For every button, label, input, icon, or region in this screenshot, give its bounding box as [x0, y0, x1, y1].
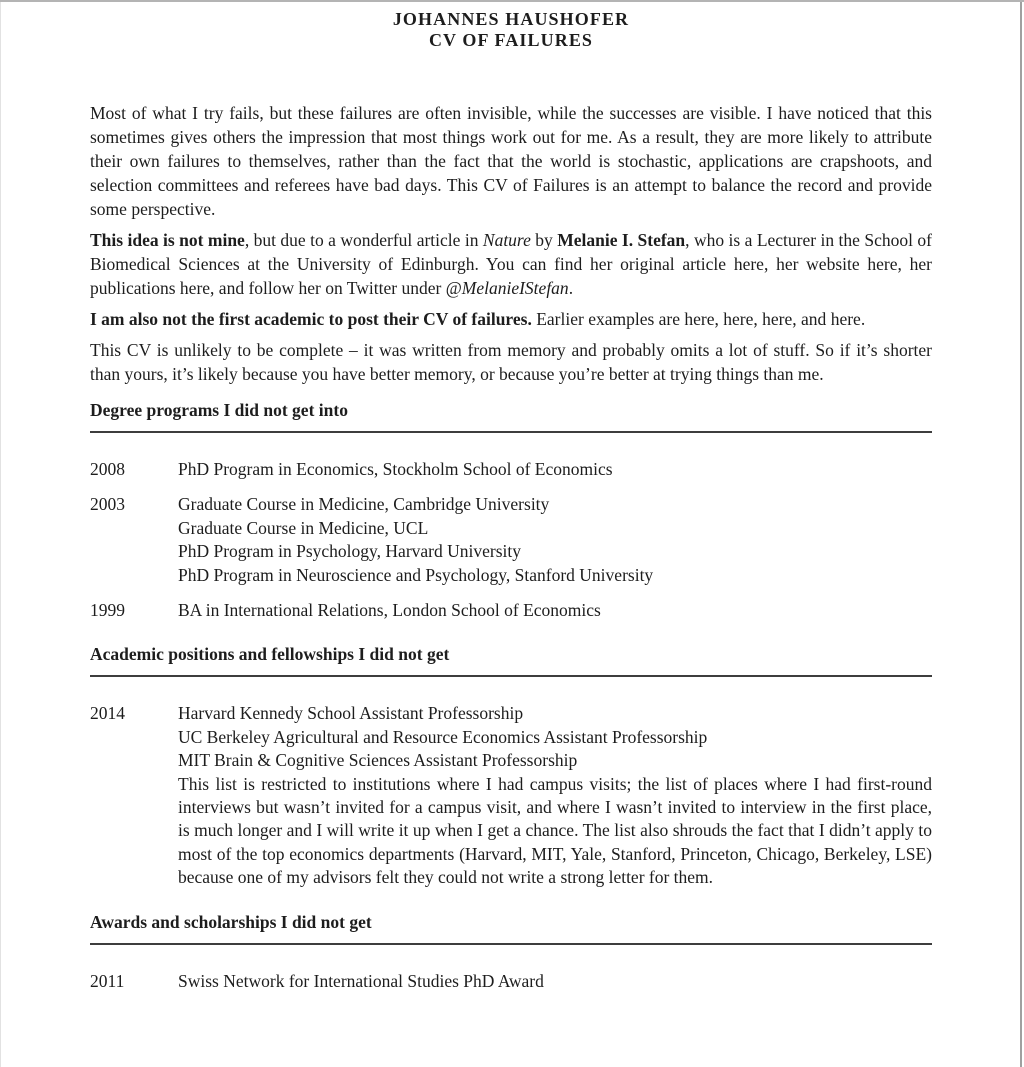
italic-nature: Nature — [482, 230, 531, 250]
link-example-4[interactable]: here — [830, 309, 861, 329]
entry-line: MIT Brain & Cognitive Sciences Assistant Professorship — [178, 750, 578, 771]
section-heading: Degree programs I did not get into — [90, 400, 348, 420]
entry-year: 2008 — [90, 459, 125, 479]
link-example-2[interactable]: here — [723, 309, 754, 329]
entry-year: 2003 — [90, 494, 125, 515]
entry-line: UC Berkeley Agricultural and Resource Economics Assistant Professorship — [178, 726, 708, 747]
link-website-here[interactable]: here — [867, 254, 898, 274]
section-awards — [90, 912, 932, 993]
link-original-article-here[interactable]: here — [733, 254, 764, 274]
section-entries — [90, 458, 932, 622]
link-twitter-handle[interactable]: @MelanieIStefan — [445, 278, 569, 298]
intro-paragraph-2: This idea is not mine, but due to a wonderful article in Nature by Melanie I. Stefan, who is a Lecturer in the School of Biomedical Sciences at the University of Edinburgh. You can find her original article here, her website here, her publications here, and follow her on Twitter under @MelanieIStefan. — [90, 230, 932, 298]
bold-this-idea-is-not-mine: This idea is not mine — [90, 230, 245, 250]
entry-description — [178, 458, 932, 481]
entry-description — [178, 970, 932, 993]
cv-entry — [90, 493, 932, 587]
entry-note: This list is restricted to institutions where I had campus visits; the list of places where I had first-round interviews but wasn’t invited for a campus visit, and where I wasn’t invited to interview in the first place, is much longer and I will write it up when I get a chance. The list also shrouds the fact that I didn’t apply to most of the top economics departments (Harvard, MIT, Yale, Stanford, Princeton, Chicago, Berkeley, LSE) because one of my advisors felt they could not write a strong letter for them. — [178, 773, 932, 888]
entry-year: 2014 — [90, 703, 125, 724]
section-rule — [90, 431, 932, 433]
entry-line: Graduate Course in Medicine, UCL — [178, 517, 429, 538]
entry-line: PhD Program in Psychology, Harvard University — [178, 541, 521, 562]
link-example-3[interactable]: here — [762, 309, 793, 329]
cv-entry — [90, 970, 932, 993]
section-rule — [90, 943, 932, 945]
section-degree-programs — [90, 400, 932, 622]
cv-entry — [90, 458, 932, 481]
section-rule — [90, 675, 932, 677]
link-example-1[interactable]: here — [684, 309, 715, 329]
entry-line: PhD Program in Neuroscience and Psychology, Stanford University — [178, 564, 654, 585]
document-page — [90, 0, 932, 993]
page-edge-right — [1020, 2, 1022, 1067]
entry-description — [178, 599, 932, 622]
page-edge-left — [0, 2, 1, 1067]
intro-paragraph-3: I am also not the first academic to post their CV of failures. Earlier examples are here, here, here, and here. — [90, 309, 866, 329]
cv-entry — [90, 599, 932, 622]
entry-line: Swiss Network for International Studies PhD Award — [178, 970, 544, 991]
entry-year: 2011 — [90, 970, 125, 991]
entry-line: BA in International Relations, London School of Economics — [178, 600, 601, 621]
entry-description — [178, 702, 932, 889]
entry-description — [178, 493, 932, 587]
intro-paragraph-4: This CV is unlikely to be complete – it was written from memory and probably omits a lot of stuff. So if it’s shorter than yours, it’s likely because you have better memory, or because you’re better at trying things than me. — [90, 340, 932, 384]
document-header — [90, 0, 932, 51]
entry-year: 1999 — [90, 600, 125, 621]
document-title: CV OF FAILURES — [428, 30, 594, 50]
entry-line: Graduate Course in Medicine, Cambridge University — [178, 494, 550, 515]
link-publications-here[interactable]: here — [179, 278, 211, 298]
entry-line: PhD Program in Economics, Stockholm School of Economics — [178, 459, 613, 479]
section-heading: Academic positions and fellowships I did not get — [90, 644, 450, 665]
section-academic-positions — [90, 644, 932, 889]
entry-line: Harvard Kennedy School Assistant Professorship — [178, 703, 524, 724]
section-heading: Awards and scholarships I did not get — [90, 911, 372, 932]
section-entries — [90, 702, 932, 889]
section-entries — [90, 970, 932, 993]
bold-melanie-stefan: Melanie I. Stefan — [557, 230, 686, 250]
bold-not-first-academic: I am also not the first academic to post their CV of failures. — [90, 309, 532, 329]
document-author: JOHANNES HAUSHOFER — [392, 9, 630, 29]
cv-entry — [90, 702, 932, 889]
intro-paragraph-1: Most of what I try fails, but these failures are often invisible, while the successes are visible. I have noticed that this sometimes gives others the impression that most things work out for me. As a result, they are more likely to attribute their own failures to themselves, rather than the fact that the world is stochastic, applications are crapshoots, and selection committees and referees have bad days. This CV of Failures is an attempt to balance the record and provide some perspective. — [90, 103, 932, 219]
